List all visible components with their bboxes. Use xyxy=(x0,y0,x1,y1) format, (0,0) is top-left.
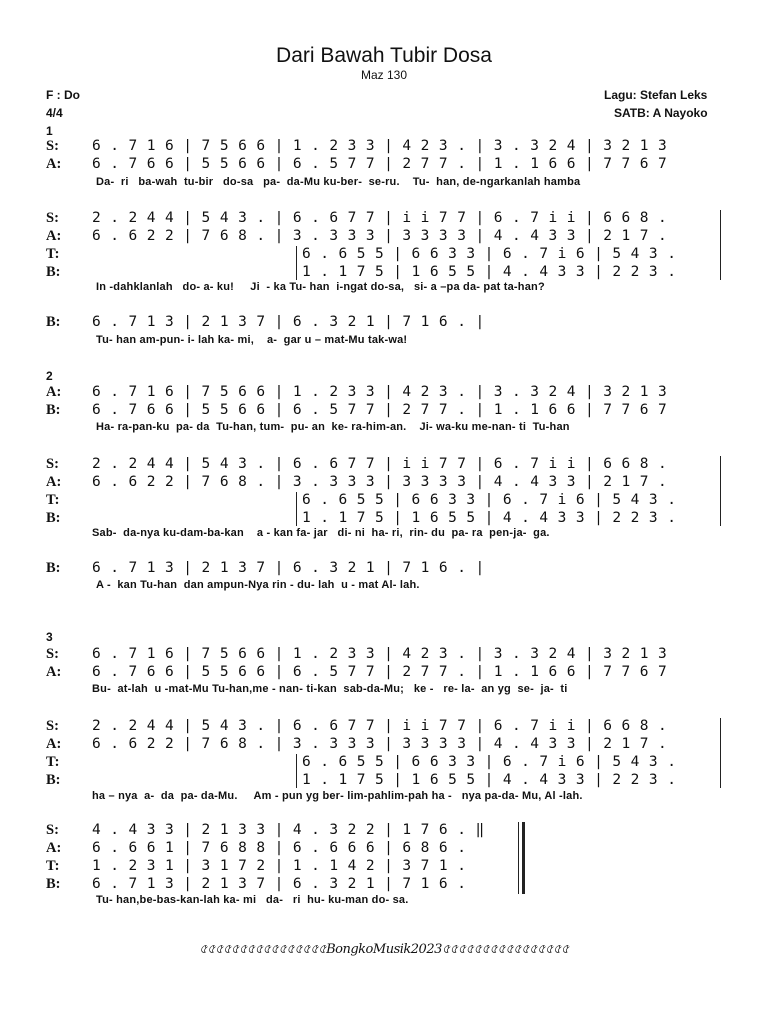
part-label: A: xyxy=(46,664,62,680)
notation-row: 6 . 7 1 6 | 7 5 6 6 | 1 . 2 3 3 | 4 2 3 . | 3 . 3 2 4 | 3 2 1 3 xyxy=(92,646,668,662)
part-label: S: xyxy=(46,822,59,838)
part-label: A: xyxy=(46,384,62,400)
notation-row: 1 . 2 3 1 | 3 1 7 2 | 1 . 1 4 2 | 3 7 1 . xyxy=(92,858,467,874)
notation-row: 2 . 2 4 4 | 5 4 3 . | 6 . 6 7 7 | i i 7 7 | 6 . 7 i i | 6 6 8 . xyxy=(92,718,668,734)
lyric-line: Da- ri ba-wah tu-bir do-sa pa- da-Mu ku-ber- se-ru. Tu- han, de-ngarkanlah hamba xyxy=(96,176,581,188)
part-label: B: xyxy=(46,314,61,330)
notation-row: 6 . 7 6 6 | 5 5 6 6 | 6 . 5 7 7 | 2 7 7 . | 1 . 1 6 6 | 7 7 6 7 xyxy=(92,402,668,418)
composer-credit: Lagu: Stefan Leks xyxy=(604,88,708,102)
part-label: B: xyxy=(46,510,61,526)
lyric-line: In -dahklanlah do- a- ku! Ji - ka Tu- han i-ngat do-sa, si- a –pa da- pat ta-han? xyxy=(96,281,545,293)
part-label: T: xyxy=(46,492,60,508)
part-label: A: xyxy=(46,736,62,752)
part-label: S: xyxy=(46,138,59,154)
system-bracket xyxy=(296,754,297,788)
barline xyxy=(720,718,721,788)
footer-watermark: ৫৫৫৫৫৫৫৫৫৫৫৫৫৫৫৫BongkoMusik2023৫৫৫৫৫৫৫৫৫৫৫৫৫৫৫৫ xyxy=(199,942,569,957)
lyric-line: Tu- han,be-bas-kan-lah ka- mi da- ri hu- ku-man do- sa. xyxy=(96,894,409,906)
part-label: A: xyxy=(46,474,62,490)
notation-row: 6 . 7 1 3 | 2 1 3 7 | 6 . 3 2 1 | 7 1 6 . | xyxy=(92,560,485,576)
system-bracket xyxy=(296,246,297,280)
time-signature: 4/4 xyxy=(46,106,63,120)
lyric-line: Bu- at-lah u -mat-Mu Tu-han,me - nan- ti-kan sab-da-Mu; ke - re- la- an yg se- ja- ti xyxy=(92,683,568,695)
part-label: S: xyxy=(46,718,59,734)
key-signature: F : Do xyxy=(46,88,80,102)
notation-row: 2 . 2 4 4 | 5 4 3 . | 6 . 6 7 7 | i i 7 7 | 6 . 7 i i | 6 6 8 . xyxy=(92,456,668,472)
part-label: A: xyxy=(46,156,62,172)
lyric-line: Tu- han am-pun- i- lah ka- mi, a- gar u – mat-Mu tak-wa! xyxy=(96,334,408,346)
notation-row: 1 . 1 7 5 | 1 6 5 5 | 4 . 4 3 3 | 2 2 3 . xyxy=(302,510,677,526)
verse-number-1: 1 xyxy=(46,124,53,138)
lyric-line: Sab- da-nya ku-dam-ba-kan a - kan fa- jar di- ni ha- ri, rin- du pa- ra pen-ja- ga. xyxy=(92,527,550,539)
system-bracket xyxy=(296,492,297,526)
lyric-line: A - kan Tu-han dan ampun-Nya rin - du- lah u - mat Al- lah. xyxy=(96,579,420,591)
notation-row: 6 . 7 1 6 | 7 5 6 6 | 1 . 2 3 3 | 4 2 3 . | 3 . 3 2 4 | 3 2 1 3 xyxy=(92,138,668,154)
part-label: S: xyxy=(46,456,59,472)
song-subtitle: Maz 130 xyxy=(360,68,408,82)
notation-row: 6 . 7 1 3 | 2 1 3 7 | 6 . 3 2 1 | 7 1 6 . | xyxy=(92,314,485,330)
notation-row: 6 . 7 6 6 | 5 5 6 6 | 6 . 5 7 7 | 2 7 7 . | 1 . 1 6 6 | 7 7 6 7 xyxy=(92,664,668,680)
barline xyxy=(720,210,721,280)
notation-row: 1 . 1 7 5 | 1 6 5 5 | 4 . 4 3 3 | 2 2 3 . xyxy=(302,772,677,788)
part-label: S: xyxy=(46,210,59,226)
notation-row: 6 . 6 2 2 | 7 6 8 . | 3 . 3 3 3 | 3 3 3 3 | 4 . 4 3 3 | 2 1 7 . xyxy=(92,228,668,244)
part-label: A: xyxy=(46,228,62,244)
part-label: B: xyxy=(46,402,61,418)
notation-row: 6 . 6 2 2 | 7 6 8 . | 3 . 3 3 3 | 3 3 3 3 | 4 . 4 3 3 | 2 1 7 . xyxy=(92,474,668,490)
part-label: T: xyxy=(46,246,60,262)
verse-number-2: 2 xyxy=(46,369,53,383)
notation-row: 6 . 6 5 5 | 6 6 3 3 | 6 . 7 i 6 | 5 4 3 . xyxy=(302,246,677,262)
song-title: Dari Bawah Tubir Dosa xyxy=(276,44,492,67)
part-label: T: xyxy=(46,858,60,874)
final-barline-thin xyxy=(518,822,519,894)
lyric-line: Ha- ra-pan-ku pa- da Tu-han, tum- pu- an ke- ra-him-an. Ji- wa-ku me-nan- ti Tu-han xyxy=(96,421,570,433)
part-label: B: xyxy=(46,560,61,576)
part-label: A: xyxy=(46,840,62,856)
part-label: B: xyxy=(46,772,61,788)
barline xyxy=(720,456,721,526)
notation-row: 1 . 1 7 5 | 1 6 5 5 | 4 . 4 3 3 | 2 2 3 . xyxy=(302,264,677,280)
notation-row: 2 . 2 4 4 | 5 4 3 . | 6 . 6 7 7 | i i 7 7 | 6 . 7 i i | 6 6 8 . xyxy=(92,210,668,226)
notation-row: 6 . 6 2 2 | 7 6 8 . | 3 . 3 3 3 | 3 3 3 3 | 4 . 4 3 3 | 2 1 7 . xyxy=(92,736,668,752)
notation-row: 6 . 6 6 1 | 7 6 8 8 | 6 . 6 6 6 | 6 8 6 . xyxy=(92,840,467,856)
part-label: B: xyxy=(46,264,61,280)
notation-row: 6 . 6 5 5 | 6 6 3 3 | 6 . 7 i 6 | 5 4 3 . xyxy=(302,754,677,770)
part-label: B: xyxy=(46,876,61,892)
lyric-line: ha – nya a- da pa- da-Mu. Am - pun yg ber- lim-pahlim-pah ha - nya pa-da- Mu, Al -lah. xyxy=(92,790,583,802)
notation-row: 6 . 7 6 6 | 5 5 6 6 | 6 . 5 7 7 | 2 7 7 . | 1 . 1 6 6 | 7 7 6 7 xyxy=(92,156,668,172)
notation-row: 6 . 7 1 6 | 7 5 6 6 | 1 . 2 3 3 | 4 2 3 . | 3 . 3 2 4 | 3 2 1 3 xyxy=(92,384,668,400)
notation-row: 4 . 4 3 3 | 2 1 3 3 | 4 . 3 2 2 | 1 7 6 . ‖ xyxy=(92,822,485,838)
notation-row: 6 . 7 1 3 | 2 1 3 7 | 6 . 3 2 1 | 7 1 6 . xyxy=(92,876,467,892)
arranger-credit: SATB: A Nayoko xyxy=(614,106,708,120)
part-label: S: xyxy=(46,646,59,662)
part-label: T: xyxy=(46,754,60,770)
verse-number-3: 3 xyxy=(46,630,53,644)
notation-row: 6 . 6 5 5 | 6 6 3 3 | 6 . 7 i 6 | 5 4 3 . xyxy=(302,492,677,508)
final-barline-thick xyxy=(522,822,525,894)
